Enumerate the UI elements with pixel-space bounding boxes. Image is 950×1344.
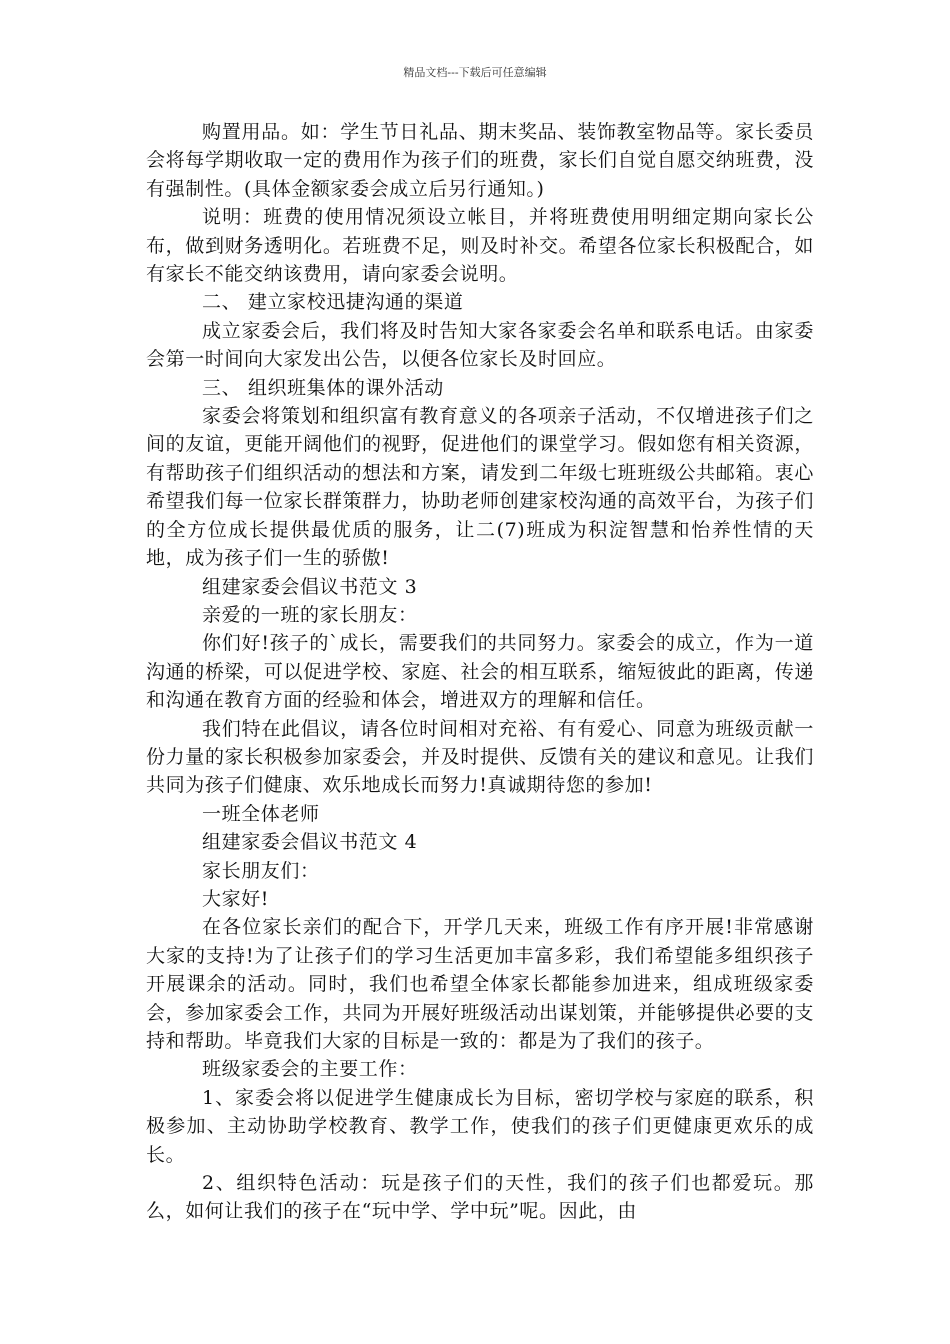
sample-title-3: 组建家委会倡议书范文 3 xyxy=(202,575,418,598)
section-heading-communication: 二、 建立家校迅捷沟通的渠道 xyxy=(202,291,464,314)
paragraph-class-fee-purchase: 购置用品。如：学生节日礼品、期末奖品、装饰教室物品等。家长委员会将每学期收取一定的费用作为孩子们的班费，家长们自觉自愿交纳班费，没有强制性。(具体金额家委会成立后另行通知。) xyxy=(146,121,814,200)
paragraph-fee-explanation: 说明：班费的使用情况须设立帐目，并将班费使用明细定期向家长公布，做到财务透明化。若班费不足，则及时补交。希望各位家长积极配合，如有家长不能交纳该费用，请向家委会说明。 xyxy=(146,206,814,286)
greeting-4: 大家好! xyxy=(202,887,270,910)
paragraph-proposal-3: 我们特在此倡议，请各位时间相对充裕、有有爱心、同意为班级贡献一份力量的家长积极参加家委会，并及时提供、反馈有关的建议和意见。让我们共同为孩子们健康、欢乐地成长而努力!真诚期待您的参加! xyxy=(146,717,814,797)
page-header: 精品文档---下载后可任意编辑 xyxy=(403,66,547,79)
sample-title-4: 组建家委会倡议书范文 4 xyxy=(202,831,418,854)
list-item-2: 2、组织特色活动：玩是孩子们的天性，我们的孩子们也都爱玩。那么，如何让我们的孩子在“玩中学、学中玩”呢。因此，由 xyxy=(146,1172,814,1223)
salutation-4: 家长朋友们： xyxy=(202,859,320,882)
paragraph-communication: 成立家委会后，我们将及时告知大家各家委会名单和联系电话。由家委会第一时间向大家发出公告，以便各位家长及时回应。 xyxy=(146,319,814,371)
paragraph-greeting-3: 你们好!孩子的`成长，需要我们的共同努力。家委会的成立，作为一道沟通的桥梁，可以促进学校、家庭、社会的相互联系，缩短彼此的距离，传递和沟通在教育方面的经验和体会，增进双方的理解和信任。 xyxy=(146,632,814,712)
paragraph-intro-4: 在各位家长亲们的配合下，开学几天来，班级工作有序开展!非常感谢大家的支持!为了让孩子们的学习生活更加丰富多彩，我们希望能多组织孩子开展课余的活动。同时，我们也希望全体家长都能参加进来，组成班级家委会，参加家委会工作，共同为开展好班级活动出谋划策，并能够提供必要的支持和帮助。毕竟我们大家的目标是一致的：都是为了我们的孩子。 xyxy=(146,916,814,1052)
section-heading-activities: 三、 组织班集体的课外活动 xyxy=(202,376,444,399)
salutation-3: 亲爱的一班的家长朋友： xyxy=(202,603,418,626)
heading-main-work: 班级家委会的主要工作： xyxy=(202,1058,418,1081)
document-body xyxy=(146,118,814,1226)
list-item-1: 1、家委会将以促进学生健康成长为目标，密切学校与家庭的联系，积极参加、主动协助学校教育、教学工作，使我们的孩子们更健康更欢乐的成长。 xyxy=(146,1086,814,1166)
paragraph-activities: 家委会将策划和组织富有教育意义的各项亲子活动，不仅增进孩子们之间的友谊，更能开阔他们的视野，促进他们的课堂学习。假如您有相关资源，有帮助孩子们组织活动的想法和方案，请发到二年级七班班级公共邮箱。衷心希望我们每一位家长群策群力，协助老师创建家校沟通的高效平台，为孩子们的全方位成长提供最优质的服务，让二(7)班成为积淀智慧和怡养性情的天地，成为孩子们一生的骄傲! xyxy=(146,405,814,570)
signature-3: 一班全体老师 xyxy=(202,802,320,825)
